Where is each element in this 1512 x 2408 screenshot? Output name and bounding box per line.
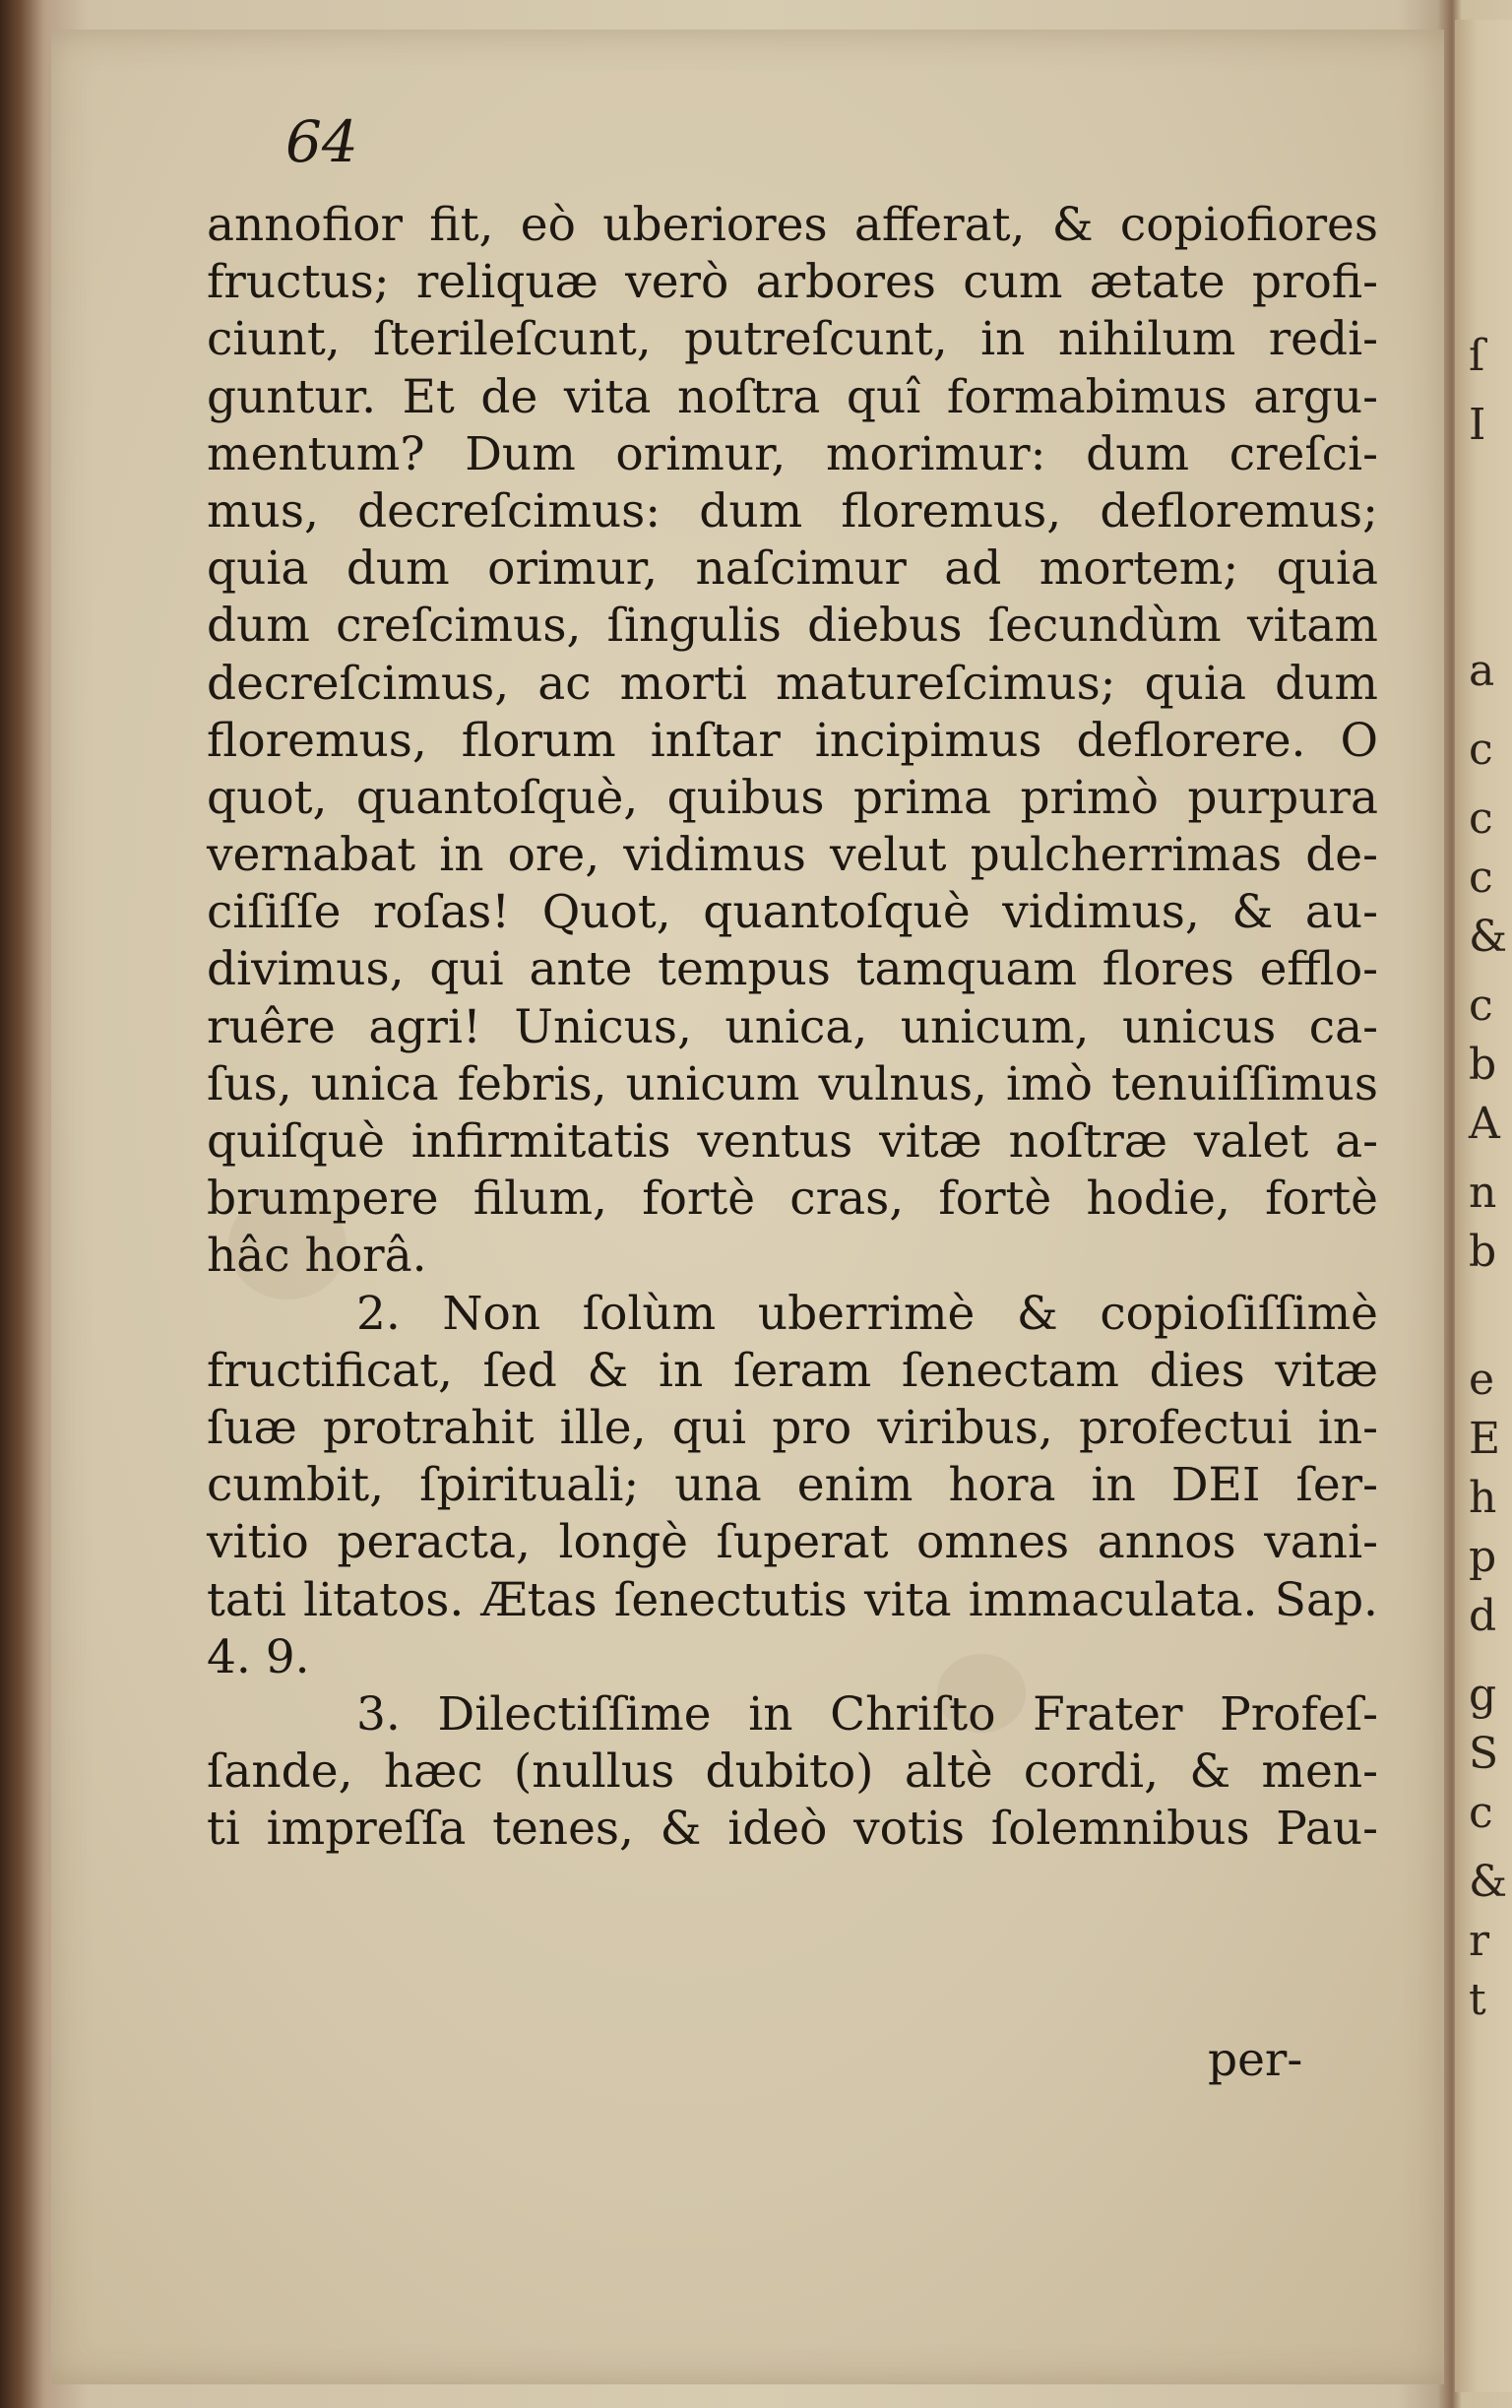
edge-letter: c [1469, 853, 1493, 903]
edge-letter: d [1469, 1591, 1497, 1641]
edge-letter: c [1469, 981, 1493, 1031]
edge-letter: E [1469, 1414, 1501, 1464]
edge-letter: e [1469, 1355, 1495, 1405]
text-line: tati litatos. Ætas ſenectutis vita immaculata. Sap. [207, 1572, 1378, 1627]
edge-letter: ſ [1469, 331, 1485, 381]
page-number: 64 [285, 108, 358, 175]
text-line: mentum? Dum orimur, morimur: dum creſci- [207, 426, 1378, 481]
edge-letter: r [1469, 1916, 1490, 1966]
text-line: decreſcimus, ac morti matureſcimus; quia dum [207, 656, 1378, 711]
text-line: ciſiſſe roſas! Quot, quantoſquè vidimus, & au- [207, 885, 1378, 940]
edge-letter: b [1469, 1227, 1497, 1277]
text-line: floremus, florum inſtar incipimus deflorere. O [207, 713, 1378, 768]
text-line: ciunt, ſterileſcunt, putreſcunt, in nihilum redi- [207, 312, 1378, 367]
text-line: cumbit, ſpirituali; una enim hora in DEI ſer- [207, 1458, 1378, 1513]
text-line: ti impreſſa tenes, & ideò votis ſolemnibus Pau- [207, 1802, 1378, 1857]
edge-letter: c [1469, 1788, 1493, 1838]
edge-letter: p [1469, 1532, 1497, 1582]
edge-letter: c [1469, 793, 1493, 844]
text-line: 4. 9. [207, 1629, 310, 1684]
text-line: annofior fit, eò uberiores afferat, & copiofiores [207, 198, 1378, 252]
edge-letter: b [1469, 1040, 1497, 1090]
text-line: fructificat, ſed & in ſeram ſenectam dies vitæ [207, 1343, 1378, 1398]
text-line: vernabat in ore, vidimus velut pulcherrimas de- [207, 828, 1378, 883]
text-line: vitio peracta, longè ſuperat omnes annos vani- [207, 1515, 1378, 1570]
text-line: ſus, unica febris, unicum vulnus, imò tenuiſſimus [207, 1056, 1378, 1111]
text-line: ſuæ protrahit ille, qui pro viribus, profectui in- [207, 1400, 1378, 1455]
edge-letter: I [1469, 400, 1486, 450]
edge-letter: & [1469, 1857, 1508, 1907]
edge-letter: A [1469, 1099, 1500, 1149]
text-line: mus, decreſcimus: dum floremus, defloremus; [207, 483, 1378, 539]
text-line: brumpere filum, fortè cras, fortè hodie, fortè [207, 1172, 1378, 1227]
edge-letter: g [1469, 1670, 1497, 1720]
text-line: quia dum orimur, naſcimur ad mortem; quia [207, 541, 1378, 597]
text-line: 3. Dilectiſſime in Chriſto Frater Profeſ- [356, 1686, 1378, 1742]
body-text [207, 197, 1378, 1858]
edge-letter: t [1469, 1975, 1486, 2025]
text-line: hâc horâ. [207, 1229, 427, 1284]
catchword: per- [1208, 2033, 1303, 2087]
text-line: quot, quantoſquè, quibus prima primò purpura [207, 770, 1378, 825]
text-line: ruêre agri! Unicus, unica, unicum, unicus ca- [207, 999, 1378, 1054]
edge-letter: h [1469, 1473, 1497, 1523]
text-line: guntur. Et de vita noſtra quî formabimus argu- [207, 369, 1378, 424]
text-line: ſande, hæc (nullus dubito) altè cordi, & men- [207, 1744, 1378, 1800]
text-line: divimus, qui ante tempus tamquam flores efflo- [207, 942, 1378, 997]
text-line: quiſquè infirmitatis ventus vitæ noſtræ valet a- [207, 1114, 1378, 1169]
edge-letter: & [1469, 912, 1508, 962]
adjacent-page-edge [1455, 20, 1512, 2392]
text-line: 2. Non ſolùm uberrimè & copioſiſſimè [356, 1286, 1378, 1341]
text-line: dum creſcimus, ſingulis diebus ſecundùm vitam [207, 599, 1378, 654]
edge-letter: c [1469, 725, 1493, 775]
text-line: fructus; reliquæ verò arbores cum ætate profi- [207, 255, 1378, 310]
edge-letter: a [1469, 646, 1495, 696]
edge-letter: S [1469, 1729, 1499, 1779]
edge-letter: n [1469, 1168, 1497, 1218]
